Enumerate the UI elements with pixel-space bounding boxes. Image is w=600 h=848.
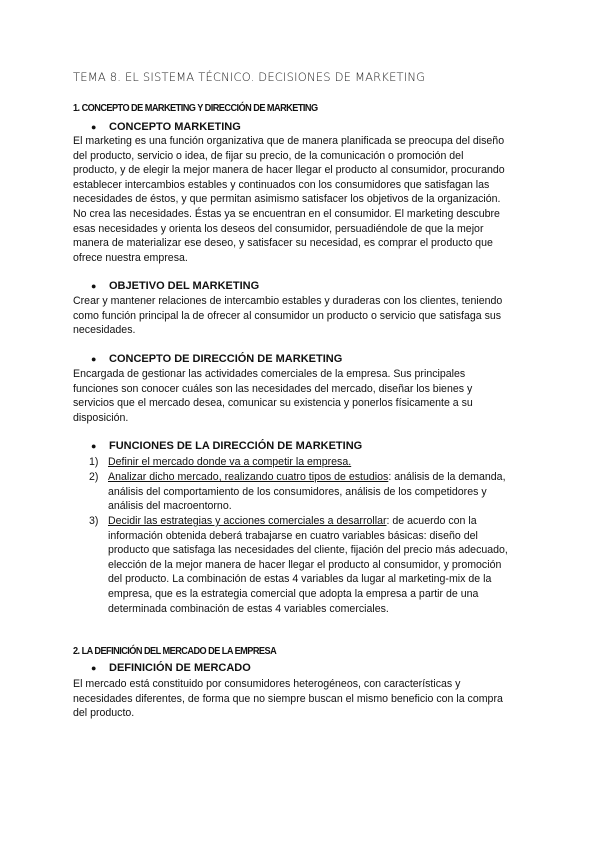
text-line: elección de la mejor manera de hacer llegar el producto al consumidor, y promoción bbox=[108, 558, 502, 571]
list-number: 3) bbox=[89, 515, 99, 527]
text-line: necesidades. bbox=[73, 324, 136, 337]
list-number: 2) bbox=[89, 471, 99, 483]
paragraph-concepto-direccion bbox=[73, 367, 533, 425]
text-line: información obtenida deberá trabajarse en cuatro variables básicas: diseño del bbox=[108, 529, 478, 542]
text-line: manera de materializar ese deseo, y satisfacer su necesidad, es comprar el producto que bbox=[73, 237, 493, 250]
text-line: producto que satisfaga las necesidades del cliente, fijación del precio más adecuado, bbox=[108, 544, 508, 557]
text-line: esas necesidades y orienta los deseos del consumidor, persuadiéndole de que la mejor bbox=[73, 222, 484, 235]
text-line: establecer intercambios estables y continuados con los consumidores que satisfagan las bbox=[73, 178, 490, 191]
subheading-text: DEFINICIÓN DE MERCADO bbox=[109, 662, 251, 674]
text-line: necesidades de éstos, y que permitan asimismo satisfacer los objetivos de la organización. bbox=[73, 193, 501, 206]
text-line: como función principal la de ofrecer al consumidor un producto o servicio que satisfaga sus bbox=[73, 309, 502, 322]
paragraph-concepto-marketing bbox=[73, 134, 533, 265]
text-line: análisis del macroentorno. bbox=[108, 500, 232, 513]
text-line: : de acuerdo con la bbox=[386, 515, 477, 527]
subheading-text: CONCEPTO MARKETING bbox=[109, 121, 241, 133]
subheading-funciones-direccion bbox=[91, 440, 362, 452]
text-line: empresa, que es la estrategia comercial que adopta la empresa a partir de una bbox=[108, 587, 479, 600]
bullet-icon: ● bbox=[91, 663, 97, 673]
underlined-text: Decidir las estrategias y acciones comerciales a desarrollar bbox=[108, 515, 387, 527]
text-line: del producto. bbox=[73, 707, 135, 720]
section-1-heading: 1. CONCEPTO DE MARKETING Y DIRECCIÓN DE MARKETING bbox=[73, 103, 318, 114]
list-item-1 bbox=[73, 455, 533, 470]
subheading-text: CONCEPTO DE DIRECCIÓN DE MARKETING bbox=[109, 353, 343, 365]
subheading-text: OBJETIVO DEL MARKETING bbox=[109, 280, 260, 292]
text-line: disposición. bbox=[73, 411, 129, 424]
subheading-definicion-mercado bbox=[91, 662, 251, 674]
section-2-heading: 2. LA DEFINICIÓN DEL MERCADO DE LA EMPRESA bbox=[73, 646, 277, 657]
text-line: El marketing es una función organizativa que de manera planificada se preocupa del diseño bbox=[73, 135, 505, 147]
document-title: TEMA 8. EL SISTEMA TÉCNICO. DECISIONES DE MARKETING bbox=[73, 70, 426, 84]
text-line: determinada combinación de estas 4 variables comerciales. bbox=[108, 602, 389, 615]
subheading-concepto-marketing bbox=[91, 121, 241, 133]
text-line: No crea las necesidades. Éstas ya se encuentran en el consumidor. El marketing descubre bbox=[73, 207, 500, 220]
text-line: del producto. La combinación de estas 4 variables da lugar al marketing-mix de la bbox=[108, 573, 492, 586]
paragraph-objetivo-marketing bbox=[73, 294, 533, 338]
paragraph-definicion-mercado bbox=[73, 677, 533, 721]
text-line: necesidades diferentes, de forma que no siempre buscan el mismo beneficio con la compra bbox=[73, 692, 503, 705]
text-line: El mercado está constituido por consumidores heterogéneos, con características y bbox=[73, 678, 461, 690]
bullet-icon: ● bbox=[91, 441, 97, 451]
bullet-icon: ● bbox=[91, 281, 97, 291]
bullet-icon: ● bbox=[91, 122, 97, 132]
text-line: funciones son conocer cuáles son las necesidades del mercado, diseñar los bienes y bbox=[73, 382, 473, 395]
subheading-objetivo-marketing bbox=[91, 280, 259, 292]
list-item-3 bbox=[73, 514, 533, 616]
text-line: producto, y de elegir la mejor manera de hacer llegar el producto al consumidor, procurando bbox=[73, 164, 505, 177]
underlined-text: Definir el mercado donde va a competir la empresa. bbox=[108, 456, 352, 468]
text-line: Crear y mantener relaciones de intercambio estables y duraderas con los clientes, teniendo bbox=[73, 295, 503, 307]
text-line: ofrece nuestra empresa. bbox=[73, 251, 188, 264]
subheading-concepto-direccion bbox=[91, 353, 342, 365]
list-number: 1) bbox=[89, 456, 99, 468]
bullet-icon: ● bbox=[91, 354, 97, 364]
text-line: servicios que el mercado desea, comunicar su existencia y ponerlos físicamente a su bbox=[73, 397, 473, 410]
text-line: : análisis de la demanda, bbox=[388, 471, 506, 483]
list-item-2 bbox=[73, 470, 533, 514]
underlined-text: Analizar dicho mercado, realizando cuatro tipos de estudios bbox=[108, 471, 389, 483]
subheading-text: FUNCIONES DE LA DIRECCIÓN DE MARKETING bbox=[109, 440, 363, 452]
text-line: Encargada de gestionar las actividades comerciales de la empresa. Sus principales bbox=[73, 368, 466, 380]
text-line: del producto, servicio o idea, de fijar su precio, de la comunicación o promoción del bbox=[73, 149, 464, 162]
text-line: análisis del comportamiento de los consumidores, análisis de los competidores y bbox=[108, 485, 487, 498]
